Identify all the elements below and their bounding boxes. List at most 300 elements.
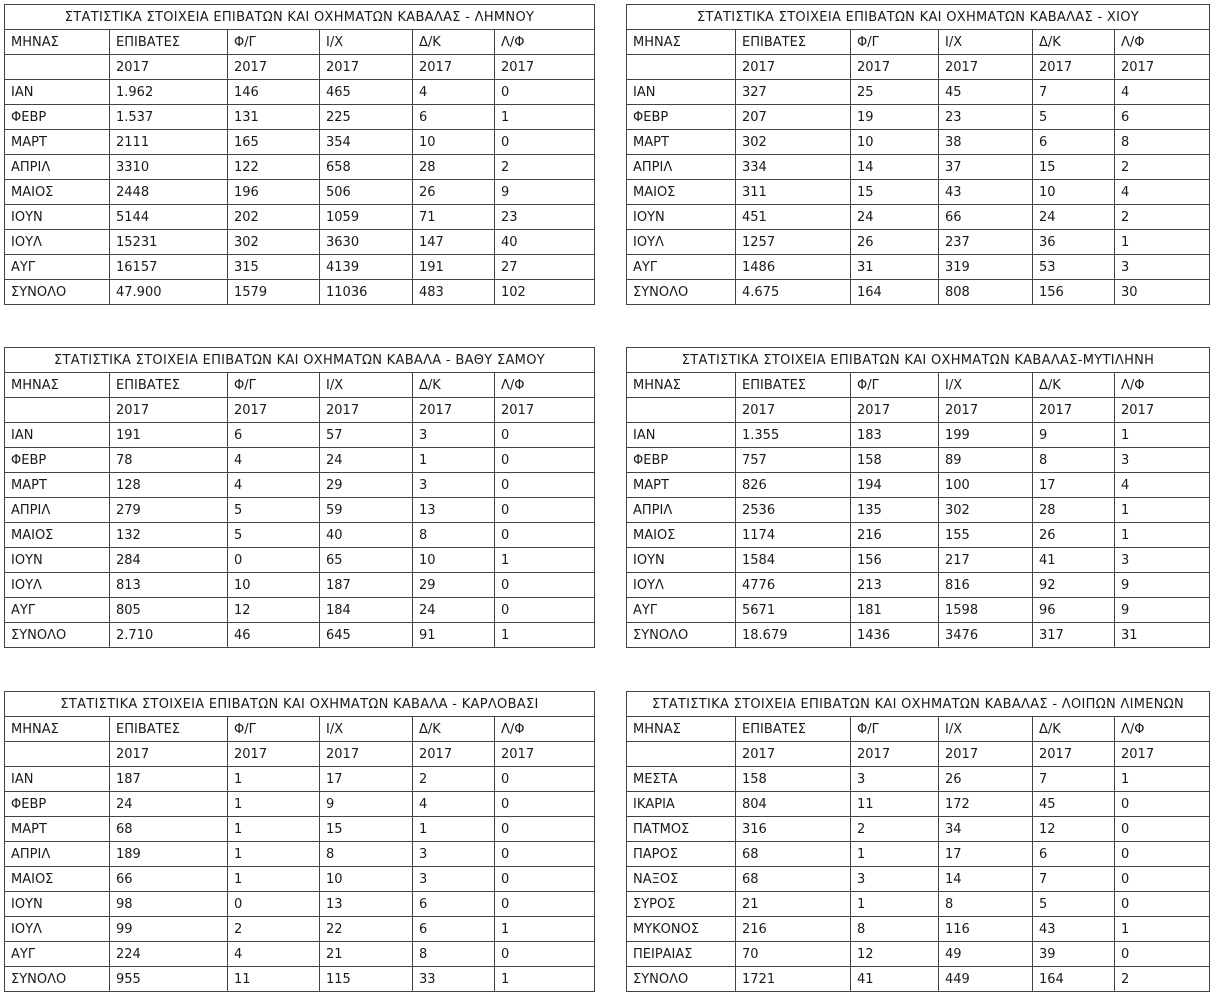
cars-cell: 465: [320, 80, 413, 105]
month-cell: ΦΕΒΡ: [5, 105, 110, 130]
cars-cell: 59: [320, 498, 413, 523]
passengers-cell: 1.537: [110, 105, 228, 130]
passengers-cell: 98: [110, 892, 228, 917]
column-header-cars: Ι/Χ: [939, 373, 1033, 398]
table-row: [5, 548, 595, 573]
cars-cell: 29: [320, 473, 413, 498]
coaches-cell: 0: [1115, 942, 1210, 967]
table-header-row: [5, 373, 595, 398]
year-cell: 2017: [228, 398, 320, 423]
column-header-passengers: ΕΠΙΒΑΤΕΣ: [736, 30, 851, 55]
passengers-cell: 3310: [110, 155, 228, 180]
passengers-cell: 826: [736, 473, 851, 498]
buses-cell: 7: [1033, 80, 1115, 105]
buses-cell: 8: [1033, 448, 1115, 473]
buses-cell: 6: [413, 105, 495, 130]
trucks-cell: 164: [851, 280, 939, 305]
passengers-cell: 47.900: [110, 280, 228, 305]
month-cell: ΙΟΥΛ: [5, 230, 110, 255]
month-cell: ΣΥΝΟΛΟ: [627, 967, 736, 992]
year-cell: 2017: [1033, 742, 1115, 767]
buses-cell: 29: [413, 573, 495, 598]
year-cell: 2017: [851, 55, 939, 80]
coaches-cell: 8: [1115, 130, 1210, 155]
coaches-cell: 3: [1115, 548, 1210, 573]
trucks-cell: 216: [851, 523, 939, 548]
year-row: [5, 55, 595, 80]
coaches-cell: 1: [1115, 917, 1210, 942]
trucks-cell: 1: [228, 842, 320, 867]
cars-cell: 45: [939, 80, 1033, 105]
buses-cell: 156: [1033, 280, 1115, 305]
month-cell: ΑΠΡΙΛ: [5, 155, 110, 180]
coaches-cell: 31: [1115, 623, 1210, 648]
coaches-cell: 1: [495, 917, 595, 942]
column-header-trucks: Φ/Γ: [228, 373, 320, 398]
table-row: [627, 230, 1210, 255]
passengers-cell: 1584: [736, 548, 851, 573]
cars-cell: 116: [939, 917, 1033, 942]
coaches-cell: 23: [495, 205, 595, 230]
trucks-cell: 14: [851, 155, 939, 180]
passengers-cell: 955: [110, 967, 228, 992]
year-row: [5, 398, 595, 423]
year-cell: [5, 55, 110, 80]
table-header-row: [627, 30, 1210, 55]
coaches-cell: 9: [1115, 598, 1210, 623]
cars-cell: 354: [320, 130, 413, 155]
cars-cell: 3476: [939, 623, 1033, 648]
month-cell: ΣΥΝΟΛΟ: [627, 623, 736, 648]
table-title-row: [627, 348, 1210, 373]
buses-cell: 4: [413, 80, 495, 105]
trucks-cell: 11: [851, 792, 939, 817]
coaches-cell: 0: [495, 942, 595, 967]
buses-cell: 39: [1033, 942, 1115, 967]
passengers-cell: 5671: [736, 598, 851, 623]
buses-cell: 33: [413, 967, 495, 992]
year-cell: 2017: [413, 742, 495, 767]
cars-cell: 155: [939, 523, 1033, 548]
passengers-cell: 1.355: [736, 423, 851, 448]
total-row: [627, 280, 1210, 305]
column-header-trucks: Φ/Γ: [228, 30, 320, 55]
year-cell: 2017: [320, 398, 413, 423]
table-title-row: [627, 692, 1210, 717]
trucks-cell: 1: [228, 867, 320, 892]
coaches-cell: 0: [495, 817, 595, 842]
month-cell: ΑΠΡΙΛ: [5, 842, 110, 867]
table-row: [5, 867, 595, 892]
coaches-cell: 4: [1115, 473, 1210, 498]
year-row: [627, 398, 1210, 423]
cars-cell: 43: [939, 180, 1033, 205]
month-cell: ΦΕΒΡ: [627, 105, 736, 130]
passengers-cell: 451: [736, 205, 851, 230]
year-cell: 2017: [939, 742, 1033, 767]
year-cell: 2017: [939, 398, 1033, 423]
passengers-cell: 99: [110, 917, 228, 942]
column-header-month: ΜΗΝΑΣ: [5, 30, 110, 55]
table-title: ΣΤΑΤΙΣΤΙΚΑ ΣΤΟΙΧΕΙΑ ΕΠΙΒΑΤΩΝ ΚΑΙ ΟΧΗΜΑΤΩΝ ΚΑΒΑΛΑΣ-ΜΥΤΙΛΗΝΗ: [627, 348, 1210, 373]
passengers-cell: 5144: [110, 205, 228, 230]
buses-cell: 13: [413, 498, 495, 523]
month-cell: ΜΑΙΟΣ: [5, 523, 110, 548]
table-row: [627, 180, 1210, 205]
column-header-buses: Δ/Κ: [413, 373, 495, 398]
buses-cell: 1: [413, 448, 495, 473]
year-cell: [5, 398, 110, 423]
year-cell: [627, 398, 736, 423]
cars-cell: 17: [320, 767, 413, 792]
buses-cell: 5: [1033, 105, 1115, 130]
column-header-buses: Δ/Κ: [413, 717, 495, 742]
coaches-cell: 0: [495, 573, 595, 598]
buses-cell: 2: [413, 767, 495, 792]
table-row: [5, 598, 595, 623]
month-cell: ΙΟΥΛ: [627, 573, 736, 598]
table-row: [627, 255, 1210, 280]
trucks-cell: 0: [228, 548, 320, 573]
month-cell: ΑΠΡΙΛ: [627, 155, 736, 180]
month-cell: ΙΟΥΝ: [627, 205, 736, 230]
table-row: [5, 817, 595, 842]
buses-cell: 24: [1033, 205, 1115, 230]
cars-cell: 449: [939, 967, 1033, 992]
trucks-cell: 12: [851, 942, 939, 967]
cars-cell: 816: [939, 573, 1033, 598]
passengers-cell: 1721: [736, 967, 851, 992]
buses-cell: 24: [413, 598, 495, 623]
year-cell: 2017: [495, 398, 595, 423]
month-cell: ΙΟΥΛ: [627, 230, 736, 255]
column-header-coaches: Λ/Φ: [1115, 30, 1210, 55]
table-row: [627, 105, 1210, 130]
passengers-cell: 279: [110, 498, 228, 523]
column-header-month: ΜΗΝΑΣ: [5, 373, 110, 398]
table-title: ΣΤΑΤΙΣΤΙΚΑ ΣΤΟΙΧΕΙΑ ΕΠΙΒΑΤΩΝ ΚΑΙ ΟΧΗΜΑΤΩΝ ΚΑΒΑΛΑΣ - ΧΙΟΥ: [627, 5, 1210, 30]
column-header-month: ΜΗΝΑΣ: [627, 717, 736, 742]
column-header-trucks: Φ/Γ: [851, 373, 939, 398]
coaches-cell: 1: [495, 548, 595, 573]
year-cell: [627, 55, 736, 80]
passengers-cell: 334: [736, 155, 851, 180]
month-cell: ΜΕΣΤΑ: [627, 767, 736, 792]
table-kavala-karlovasi: [4, 691, 595, 992]
buses-cell: 147: [413, 230, 495, 255]
month-cell: ΜΑΙΟΣ: [627, 180, 736, 205]
table-row: [627, 573, 1210, 598]
table-row: [627, 80, 1210, 105]
cars-cell: 17: [939, 842, 1033, 867]
column-header-buses: Δ/Κ: [413, 30, 495, 55]
trucks-cell: 4: [228, 942, 320, 967]
buses-cell: 53: [1033, 255, 1115, 280]
passengers-cell: 284: [110, 548, 228, 573]
year-cell: 2017: [1033, 55, 1115, 80]
buses-cell: 6: [1033, 842, 1115, 867]
year-cell: 2017: [413, 55, 495, 80]
cars-cell: 217: [939, 548, 1033, 573]
buses-cell: 10: [413, 548, 495, 573]
coaches-cell: 1: [1115, 423, 1210, 448]
table-row: [627, 130, 1210, 155]
table-row: [627, 155, 1210, 180]
month-cell: ΑΥΓ: [5, 598, 110, 623]
year-cell: 2017: [939, 55, 1033, 80]
trucks-cell: 1: [851, 842, 939, 867]
cars-cell: 172: [939, 792, 1033, 817]
table-row: [627, 498, 1210, 523]
cars-cell: 645: [320, 623, 413, 648]
month-cell: ΦΕΒΡ: [5, 792, 110, 817]
trucks-cell: 196: [228, 180, 320, 205]
trucks-cell: 46: [228, 623, 320, 648]
passengers-cell: 158: [736, 767, 851, 792]
year-cell: 2017: [228, 55, 320, 80]
trucks-cell: 10: [851, 130, 939, 155]
total-row: [5, 967, 595, 992]
coaches-cell: 3: [1115, 255, 1210, 280]
year-cell: 2017: [851, 742, 939, 767]
table-row: [5, 498, 595, 523]
month-cell: ΑΥΓ: [627, 255, 736, 280]
passengers-cell: 316: [736, 817, 851, 842]
buses-cell: 45: [1033, 792, 1115, 817]
cars-cell: 40: [320, 523, 413, 548]
table-title: ΣΤΑΤΙΣΤΙΚΑ ΣΤΟΙΧΕΙΑ ΕΠΙΒΑΤΩΝ ΚΑΙ ΟΧΗΜΑΤΩΝ ΚΑΒΑΛΑΣ - ΛΗΜΝΟΥ: [5, 5, 595, 30]
coaches-cell: 0: [1115, 792, 1210, 817]
cars-cell: 22: [320, 917, 413, 942]
cars-cell: 23: [939, 105, 1033, 130]
buses-cell: 41: [1033, 548, 1115, 573]
coaches-cell: 9: [1115, 573, 1210, 598]
table-title-row: [627, 5, 1210, 30]
table-row: [5, 448, 595, 473]
coaches-cell: 0: [1115, 842, 1210, 867]
coaches-cell: 1: [1115, 230, 1210, 255]
trucks-cell: 25: [851, 80, 939, 105]
table-title-row: [5, 5, 595, 30]
coaches-cell: 0: [495, 423, 595, 448]
column-header-trucks: Φ/Γ: [228, 717, 320, 742]
table-header-row: [5, 717, 595, 742]
table-row: [627, 917, 1210, 942]
passengers-cell: 132: [110, 523, 228, 548]
trucks-cell: 15: [851, 180, 939, 205]
month-cell: ΣΥΝΟΛΟ: [5, 967, 110, 992]
passengers-cell: 2111: [110, 130, 228, 155]
passengers-cell: 189: [110, 842, 228, 867]
table-row: [5, 573, 595, 598]
trucks-cell: 5: [228, 523, 320, 548]
year-row: [5, 742, 595, 767]
coaches-cell: 2: [495, 155, 595, 180]
cars-cell: 65: [320, 548, 413, 573]
cars-cell: 34: [939, 817, 1033, 842]
trucks-cell: 302: [228, 230, 320, 255]
year-cell: 2017: [851, 398, 939, 423]
buses-cell: 15: [1033, 155, 1115, 180]
cars-cell: 13: [320, 892, 413, 917]
cars-cell: 37: [939, 155, 1033, 180]
buses-cell: 10: [1033, 180, 1115, 205]
cars-cell: 24: [320, 448, 413, 473]
year-cell: [627, 742, 736, 767]
passengers-cell: 1486: [736, 255, 851, 280]
coaches-cell: 1: [495, 105, 595, 130]
table-row: [627, 598, 1210, 623]
cars-cell: 237: [939, 230, 1033, 255]
cars-cell: 506: [320, 180, 413, 205]
coaches-cell: 0: [495, 867, 595, 892]
trucks-cell: 131: [228, 105, 320, 130]
passengers-cell: 2536: [736, 498, 851, 523]
coaches-cell: 4: [1115, 80, 1210, 105]
month-cell: ΜΑΙΟΣ: [5, 180, 110, 205]
table-title-row: [5, 348, 595, 373]
passengers-cell: 207: [736, 105, 851, 130]
cars-cell: 49: [939, 942, 1033, 967]
table-row: [5, 523, 595, 548]
trucks-cell: 6: [228, 423, 320, 448]
cars-cell: 319: [939, 255, 1033, 280]
cars-cell: 1059: [320, 205, 413, 230]
trucks-cell: 183: [851, 423, 939, 448]
month-cell: ΑΠΡΙΛ: [5, 498, 110, 523]
table-row: [5, 423, 595, 448]
month-cell: ΙΑΝ: [5, 423, 110, 448]
cars-cell: 15: [320, 817, 413, 842]
passengers-cell: 66: [110, 867, 228, 892]
month-cell: ΙΟΥΛ: [5, 917, 110, 942]
year-cell: 2017: [320, 742, 413, 767]
table-row: [5, 130, 595, 155]
year-cell: 2017: [110, 742, 228, 767]
month-cell: ΑΥΓ: [5, 942, 110, 967]
table-row: [627, 892, 1210, 917]
table-row: [627, 548, 1210, 573]
column-header-buses: Δ/Κ: [1033, 30, 1115, 55]
column-header-cars: Ι/Χ: [320, 717, 413, 742]
month-cell: ΜΑΡΤ: [627, 473, 736, 498]
coaches-cell: 0: [495, 498, 595, 523]
table-row: [627, 817, 1210, 842]
cars-cell: 21: [320, 942, 413, 967]
year-cell: 2017: [1115, 55, 1210, 80]
coaches-cell: 0: [495, 892, 595, 917]
buses-cell: 191: [413, 255, 495, 280]
trucks-cell: 146: [228, 80, 320, 105]
month-cell: ΙΟΥΝ: [627, 548, 736, 573]
buses-cell: 7: [1033, 867, 1115, 892]
table-kavala-chios: [626, 4, 1210, 305]
table-title-row: [5, 692, 595, 717]
column-header-cars: Ι/Χ: [320, 30, 413, 55]
cars-cell: 199: [939, 423, 1033, 448]
table-row: [627, 205, 1210, 230]
trucks-cell: 10: [228, 573, 320, 598]
column-header-month: ΜΗΝΑΣ: [627, 30, 736, 55]
trucks-cell: 3: [851, 867, 939, 892]
total-row: [627, 967, 1210, 992]
passengers-cell: 2448: [110, 180, 228, 205]
column-header-passengers: ΕΠΙΒΑΤΕΣ: [736, 717, 851, 742]
month-cell: ΙΑΝ: [627, 80, 736, 105]
passengers-cell: 1.962: [110, 80, 228, 105]
coaches-cell: 40: [495, 230, 595, 255]
month-cell: ΙΑΝ: [5, 767, 110, 792]
table-row: [5, 792, 595, 817]
cars-cell: 9: [320, 792, 413, 817]
passengers-cell: 805: [110, 598, 228, 623]
total-row: [5, 280, 595, 305]
coaches-cell: 2: [1115, 205, 1210, 230]
trucks-cell: 213: [851, 573, 939, 598]
buses-cell: 92: [1033, 573, 1115, 598]
passengers-cell: 2.710: [110, 623, 228, 648]
month-cell: ΜΑΡΤ: [5, 130, 110, 155]
trucks-cell: 0: [228, 892, 320, 917]
passengers-cell: 757: [736, 448, 851, 473]
trucks-cell: 156: [851, 548, 939, 573]
coaches-cell: 0: [495, 767, 595, 792]
table-row: [627, 767, 1210, 792]
trucks-cell: 1579: [228, 280, 320, 305]
cars-cell: 187: [320, 573, 413, 598]
trucks-cell: 4: [228, 448, 320, 473]
column-header-passengers: ΕΠΙΒΑΤΕΣ: [110, 373, 228, 398]
trucks-cell: 165: [228, 130, 320, 155]
trucks-cell: 2: [228, 917, 320, 942]
trucks-cell: 1436: [851, 623, 939, 648]
year-cell: 2017: [495, 55, 595, 80]
trucks-cell: 5: [228, 498, 320, 523]
table-row: [5, 255, 595, 280]
cars-cell: 100: [939, 473, 1033, 498]
cars-cell: 8: [939, 892, 1033, 917]
passengers-cell: 191: [110, 423, 228, 448]
cars-cell: 658: [320, 155, 413, 180]
trucks-cell: 2: [851, 817, 939, 842]
table-row: [627, 448, 1210, 473]
cars-cell: 11036: [320, 280, 413, 305]
trucks-cell: 202: [228, 205, 320, 230]
cars-cell: 38: [939, 130, 1033, 155]
month-cell: ΑΥΓ: [627, 598, 736, 623]
passengers-cell: 813: [110, 573, 228, 598]
buses-cell: 4: [413, 792, 495, 817]
table-row: [5, 230, 595, 255]
cars-cell: 57: [320, 423, 413, 448]
cars-cell: 8: [320, 842, 413, 867]
column-header-buses: Δ/Κ: [1033, 373, 1115, 398]
total-row: [627, 623, 1210, 648]
month-cell: ΑΠΡΙΛ: [627, 498, 736, 523]
coaches-cell: 0: [495, 80, 595, 105]
table-kavala-other-ports: [626, 691, 1210, 992]
year-cell: 2017: [736, 742, 851, 767]
column-header-passengers: ΕΠΙΒΑΤΕΣ: [736, 373, 851, 398]
passengers-cell: 804: [736, 792, 851, 817]
coaches-cell: 1: [1115, 767, 1210, 792]
table-row: [627, 942, 1210, 967]
coaches-cell: 6: [1115, 105, 1210, 130]
passengers-cell: 216: [736, 917, 851, 942]
month-cell: ΦΕΒΡ: [5, 448, 110, 473]
month-cell: ΜΑΙΟΣ: [5, 867, 110, 892]
coaches-cell: 30: [1115, 280, 1210, 305]
